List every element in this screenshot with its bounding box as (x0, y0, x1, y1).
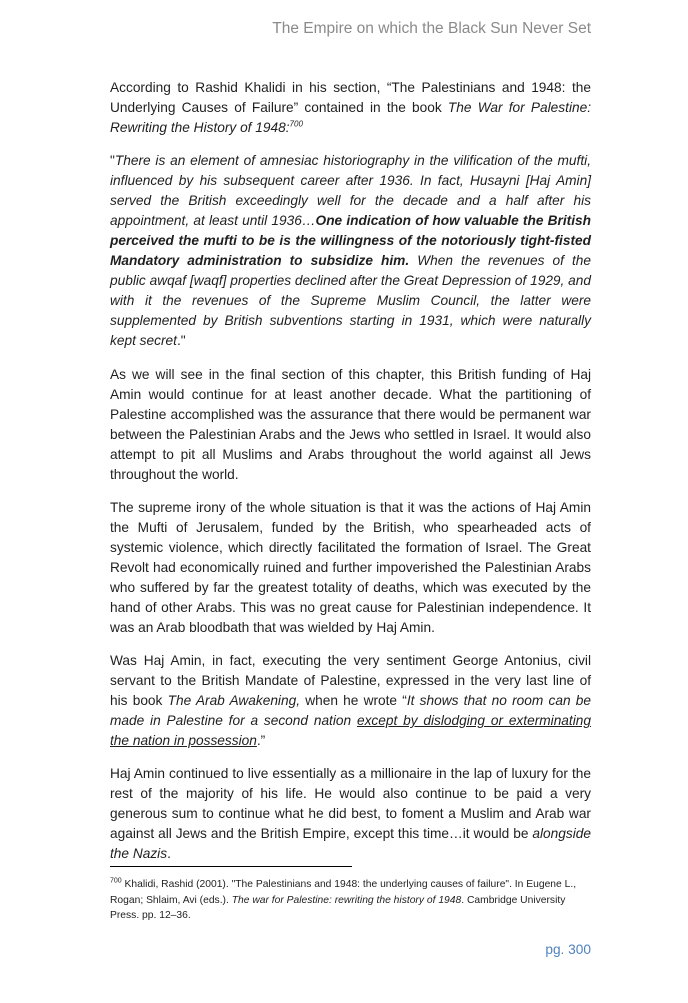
paragraph-funding: As we will see in the final section of this chapter, this British funding of Haj Amin would continue for at least another decade. What the partitioning of Palestine accomplished was the assurance that there would be permanent war between the Palestinian Arabs and the Jews who settled in Israel. It would also attempt to pit all Muslims and Arabs throughout the world against all Jews throughout the world. (110, 367, 591, 482)
antonius-quote: It shows that no room can be made in Palestine for a second nation (110, 693, 591, 728)
book-title: The War for Palestine: Rewriting the History of 1948: (110, 100, 592, 135)
footnote-separator (110, 866, 352, 867)
paragraph-irony: The supreme irony of the whole situation is that it was the actions of Haj Amin the Mufti of Jerusalem, funded by the British, who spearheaded acts of systemic violence, which directly facilitated the formation of Israel. The Great Revolt had economically ruined and further impoverished the Palestinian Arabs who suffered by far the greatest totality of deaths, which was executed by the hand of other Arabs. This was no great cause for Palestinian independence. It was an Arab bloodbath that was wielded by Haj Amin. (110, 500, 591, 635)
page-number: pg. 300 (545, 942, 591, 957)
intro-text: According to Rashid Khalidi in his section, “The Palestinians and 1948: the Underlying Causes of Failure” contained in the book (110, 80, 591, 115)
footnote-text: Khalidi, Rashid (2001). "The Palestinians and 1948: the underlying causes of failure". In Eugene L., Rogan; Shlaim, Avi (eds.). (110, 879, 577, 906)
antonius-quote-underlined: except by dislodging or exterminating the nation in possession (110, 713, 591, 748)
paragraph-conclusion (110, 764, 591, 864)
paragraph-antonius (110, 651, 591, 751)
body-text (110, 78, 591, 877)
running-header: The Empire on which the Black Sun Never Set (272, 20, 591, 37)
conclusion-end: . (167, 846, 171, 861)
footnote-text-2: . Cambridge University Press. pp. 12–36. (110, 894, 566, 921)
quote-italic-part-2: When the revenues of the public awqaf [waqf] properties declined after the Great Depression of 1929, and with it the revenues of the Supreme Muslim Council, the latter were supplemented by British subventions starting in 1931, which were naturally kept secret (110, 253, 591, 348)
antonius-text: Was Haj Amin, in fact, executing the very sentiment George Antonius, civil servant to the British Mandate of Palestine, expressed in the very last line of his book (110, 653, 591, 708)
footnote-number: 700 (110, 877, 122, 885)
footnote-book-title: The war for Palestine: rewriting the history of 1948 (231, 894, 462, 906)
antonius-text-2: when he wrote “ (300, 693, 407, 708)
quote-italic-part-1: There is an element of amnesiac historiography in the vilification of the mufti, influenced by his subsequent career after 1936. In fact, Husayni [Haj Amin] served the British exceedingly well for the decade and a half after his appointment, at least until 1936… (110, 153, 591, 228)
quote-bold-emphasis: One indication of how valuable the British perceived the mufti to be is the willingness of the notoriously tight-fisted Mandatory administration to subsidize him. (110, 213, 591, 268)
quote-close-mark: ." (176, 333, 186, 348)
block-quote (110, 151, 591, 351)
antonius-quote-close: .” (256, 733, 266, 748)
antonius-book-title: The Arab Awakening, (167, 693, 301, 708)
footnote-reference: 700 (289, 119, 303, 129)
quote-open-mark: " (110, 153, 115, 168)
conclusion-italic: alongside the Nazis (110, 826, 591, 861)
conclusion-text: Haj Amin continued to live essentially as a millionaire in the lap of luxury for the rest of the majority of his life. He would also continue to be paid a very generous sum to continue what he did best, to foment a Muslim and Arab war against all Jews and the British Empire, except this time…it would be (110, 766, 591, 841)
footnote (110, 877, 591, 924)
paragraph-intro (110, 78, 591, 138)
